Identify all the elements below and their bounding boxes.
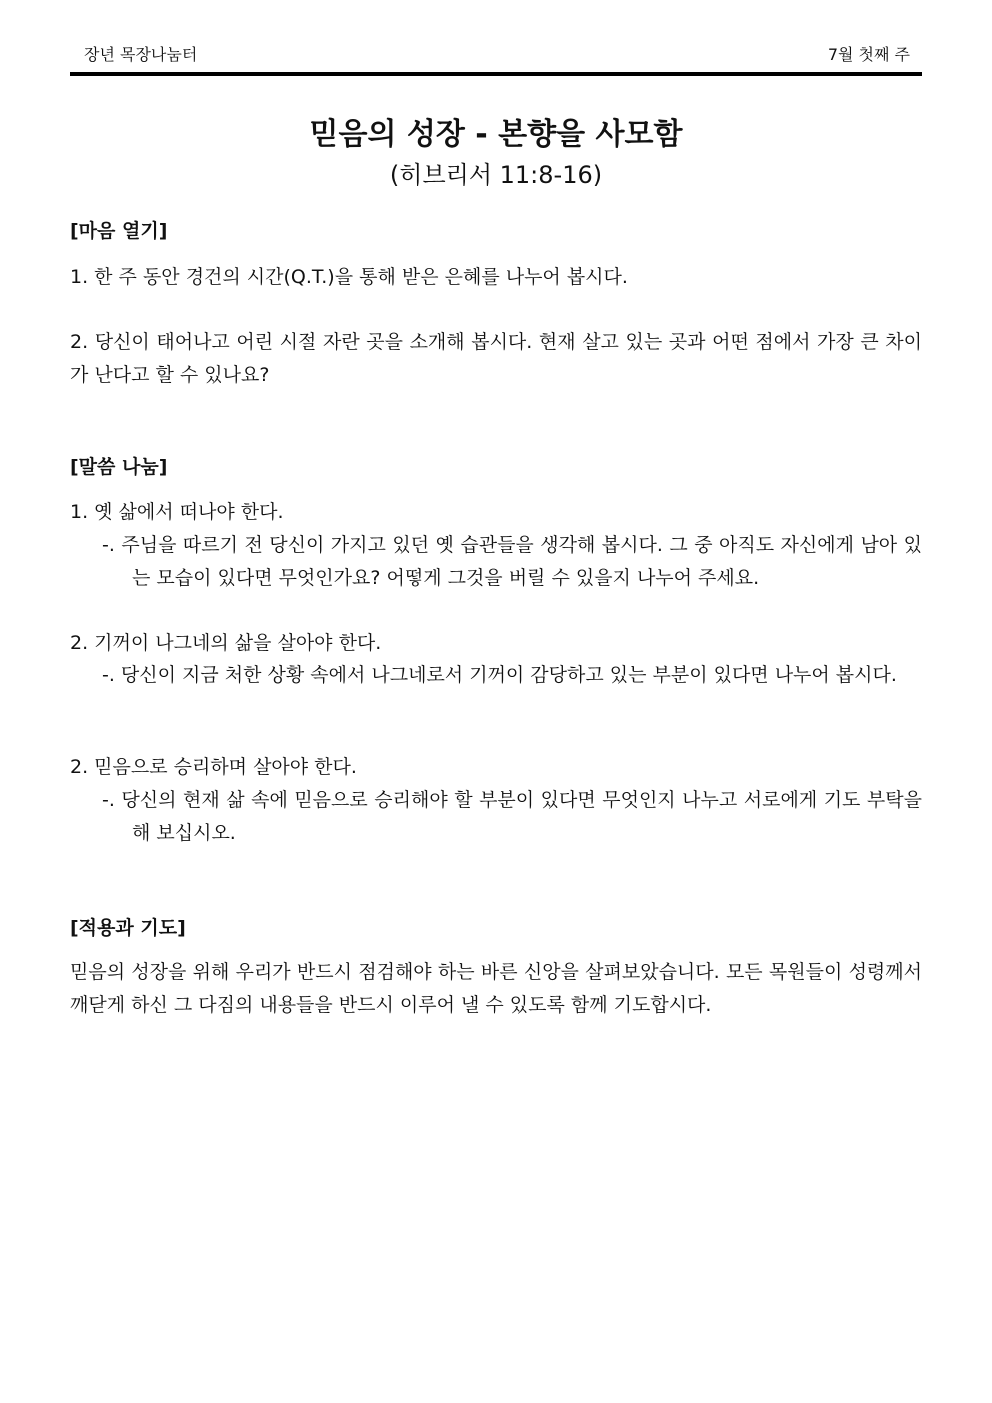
apply-prayer-text: 믿음의 성장을 위해 우리가 반드시 점검해야 하는 바른 신앙을 살펴보았습니다. 모든 목원들이 성령께서 깨닫게 하신 그 다짐의 내용들을 반드시 이루어 낼 수 있도록 함께 기도합시다. (70, 961, 922, 1016)
word-point-3-title: 2. 믿음으로 승리하며 살아야 한다. (70, 756, 357, 778)
document-title: 믿음의 성장 - 본향을 사모함 (309, 117, 683, 152)
header-group-name: 장년 목장나눔터 (84, 45, 198, 64)
open-question-2: 2. 당신이 태어나고 어린 시절 자란 곳을 소개해 봅시다. 현재 살고 있는 곳과 어떤 점에서 가장 큰 차이가 난다고 할 수 있나요? (70, 331, 922, 386)
header-week: 7월 첫째 주 (827, 45, 910, 64)
header-divider (70, 72, 922, 76)
word-point-3-question: -. 당신의 현재 삶 속에 믿음으로 승리해야 할 부분이 있다면 무엇인지 나누고 서로에게 기도 부탁을 해 보십시오. (102, 789, 922, 844)
word-point-1-question: -. 주님을 따르기 전 당신이 가지고 있던 옛 습관들을 생각해 봅시다. 그 중 아직도 자신에게 남아 있는 모습이 있다면 무엇인가요? 어떻게 그것을 버릴 수 있을지 나누어 주세요. (102, 534, 922, 589)
open-question-1: 1. 한 주 동안 경건의 시간(Q.T.)을 통해 받은 은혜를 나누어 봅시다. (70, 266, 628, 288)
section-heading-apply: [적용과 기도] (70, 917, 186, 939)
page-header (70, 42, 922, 68)
word-point-1-title: 1. 옛 삶에서 떠나야 한다. (70, 501, 284, 523)
section-heading-word: [말씀 나눔] (70, 456, 168, 478)
word-point-2-question: -. 당신이 지금 처한 상황 속에서 나그네로서 기꺼이 감당하고 있는 부분이 있다면 나누어 봅시다. (102, 664, 897, 686)
word-point-2-title: 2. 기꺼이 나그네의 삶을 살아야 한다. (70, 632, 382, 654)
section-heading-open: [마음 열기] (70, 220, 168, 242)
scripture-reference: (히브리서 11:8-16) (389, 161, 603, 189)
